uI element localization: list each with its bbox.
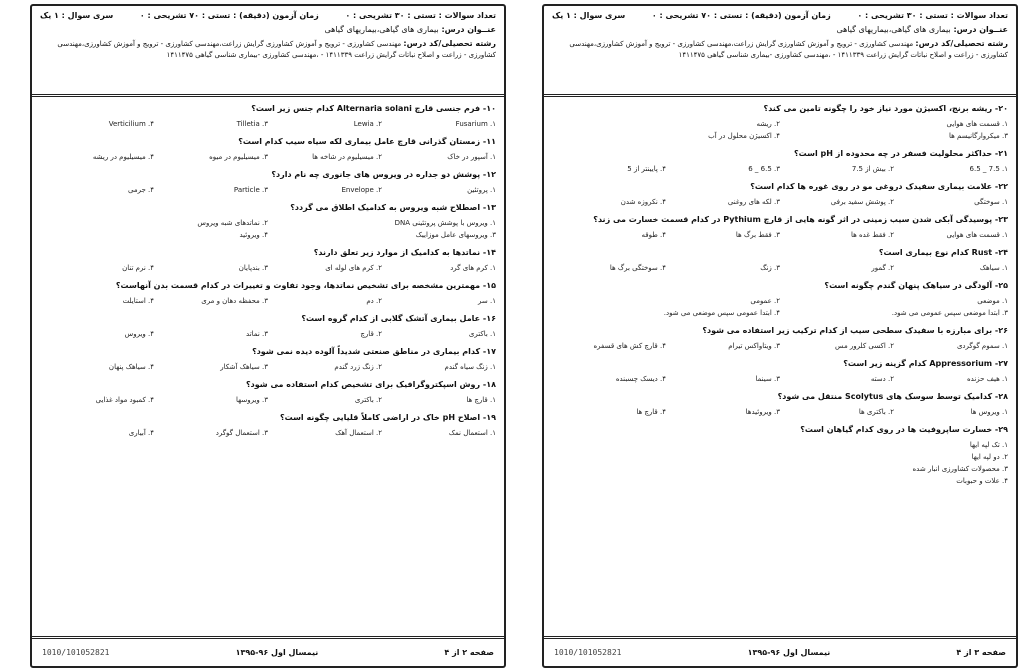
answer-options — [552, 373, 1008, 385]
answer-options — [552, 196, 1008, 208]
answer-option: ۴. دیسک چسبنده — [615, 375, 666, 383]
answer-option: ۲. کرم های لوله ای — [325, 264, 382, 272]
answer-options — [552, 262, 1008, 274]
answer-option: ۴. آبیاری — [128, 429, 154, 437]
answer-options — [40, 217, 496, 241]
answer-option: ۲. دم — [366, 297, 382, 305]
exam-code: 1010/101052821 — [554, 648, 622, 657]
question-text: ۱۱- زمستان گذرانی قارچ عامل بیماری لکه سیاه سیب کدام است؟ — [238, 137, 496, 146]
question-text: ۲۲- علامت بیماری سفیدک دروغی مو در روی غوره ها کدام است؟ — [750, 182, 1008, 191]
question-text: ۲۵- آلودگی در سیاهک پنهان گندم چگونه است؟ — [824, 281, 1008, 290]
answer-option: ۴. کمبود مواد غذایی — [95, 396, 154, 404]
page-number: صفحه ۲ از ۴ — [444, 648, 494, 657]
question-text: ۲۴- Rust کدام نوع بیماری است؟ — [878, 248, 1008, 257]
answer-option: ۱. سیاهک — [979, 264, 1008, 272]
answer-option: ۱. ویروس ها — [970, 408, 1008, 416]
question-count: تعداد سوالات : تستی : ۳۰ تشریحی : ۰ — [857, 11, 1008, 20]
answer-option: ۱. کرم های گرد — [450, 264, 496, 272]
header-divider — [544, 94, 1016, 97]
answer-option: ۳. سینما — [755, 375, 780, 383]
answer-option: ۴. میسیلیوم در ریشه — [92, 153, 154, 161]
answer-option: ۱. استعمال نمک — [448, 429, 496, 437]
question-text: ۲۶- برای مبارزه با سفیدک سطحی سیب از کدام ترکیب زیر استفاده می شود؟ — [702, 326, 1008, 335]
answer-option: ۲. باکتری — [354, 396, 382, 404]
field-info — [552, 38, 1008, 61]
page-header — [32, 6, 504, 94]
question-item — [552, 213, 1008, 241]
course-label: عنــوان درس: — [441, 25, 496, 34]
answer-option: ۲. اکسی کلرور مس — [835, 342, 894, 350]
field-info — [40, 38, 496, 61]
answer-options — [552, 229, 1008, 241]
answer-option: ۳. ویروئیدها — [745, 408, 780, 416]
answer-option: ۱. باکتری — [468, 330, 496, 338]
answer-option: ۲. استعمال آهک — [335, 429, 382, 437]
course-label: عنــوان درس: — [953, 25, 1008, 34]
answer-option: ۴. ابتدا عمومی سپس موضعی می شود. — [663, 309, 780, 317]
answer-options — [40, 262, 496, 274]
answer-option: ۲. گمور — [871, 264, 894, 272]
field-value-continued: کشاورزی - زراعت و اصلاح نباتات گرایش زراعت ۱۴۱۱۳۳۹ - ،مهندسی کشاورزی -بیماری شناسی گیاهی ۱۴۱۱۴۷۵ — [166, 51, 496, 59]
answer-option: ۳. سیاهک آشکار — [220, 363, 268, 371]
answer-option: ۴. ویروس — [124, 330, 154, 338]
field-value: مهندسی کشاورزی - ترویج و آموزش کشاورزی گرایش زراعت،مهندسی کشاورزی - ترویج و آموزش کشاورزی،مهندسی — [569, 40, 914, 48]
course-value: بیماری های گیاهی،بیماریهای گیاهی — [836, 25, 951, 34]
answer-option: ۱. قسمت های هوایی — [946, 231, 1008, 239]
answer-options — [552, 118, 1008, 142]
question-item — [40, 378, 496, 406]
answer-options — [40, 427, 496, 439]
question-item — [40, 279, 496, 307]
answer-option: ۳. محفظه دهان و مری — [201, 297, 268, 305]
course-title — [552, 24, 1008, 36]
field-label: رشته تحصیلی/کد درس: — [403, 39, 496, 48]
page-footer — [32, 636, 504, 666]
answer-options — [40, 118, 496, 130]
answer-option: ۲. Envelope — [341, 186, 382, 194]
answer-option: ۳. ویتاواکس تیرام — [728, 342, 780, 350]
question-item — [552, 102, 1008, 142]
answer-option: ۳. فقط برگ ها — [735, 231, 780, 239]
answer-option: ۳. زنگ — [760, 264, 780, 272]
answer-option: ۲. بیش از 7.5 — [851, 165, 894, 173]
answer-option: ۲. فقط غده ها — [850, 231, 894, 239]
answer-option: ۴. طوقه — [641, 231, 666, 239]
question-item — [552, 147, 1008, 175]
exam-code: 1010/101052821 — [42, 648, 110, 657]
answer-option: ۲. پوشش سفید برفی — [830, 198, 894, 206]
questions-list — [32, 102, 504, 632]
answer-option: ۲. نماتدهای شبه ویروس — [197, 219, 268, 227]
question-item — [40, 102, 496, 130]
question-item — [552, 357, 1008, 385]
answer-options — [40, 295, 496, 307]
question-item — [552, 390, 1008, 418]
answer-option: ۱. موضعی — [977, 297, 1008, 305]
answer-options — [552, 406, 1008, 418]
question-text: ۱۳- اصطلاح شبه ویروس به کدامیک اطلاق می گردد؟ — [290, 203, 496, 212]
question-item — [40, 168, 496, 196]
answer-option: ۴. پایینتر از 5 — [627, 165, 666, 173]
answer-option: ۱. هیف حزنده — [967, 375, 1008, 383]
question-text: ۲۳- پوسیدگی آبکی شدن سیب زمینی در اثر گونه هایی از قارچ Pythium در کدام قسمت خسارت می زند؟ — [593, 215, 1008, 224]
answer-option: ۲. دسته — [870, 375, 894, 383]
question-text: ۲۰- ریشه برنج، اکسیژن مورد نیاز خود را چگونه تامین می کند؟ — [763, 104, 1008, 113]
answer-option: ۴. جرمی — [128, 186, 154, 194]
question-text: ۱۰- فرم جنسی قارچ Alternaria solani کدام جنس زیر است؟ — [251, 104, 496, 113]
answer-option: ۲. باکتری ها — [858, 408, 894, 416]
question-series: سری سوال : ۱ یک — [40, 11, 114, 20]
answer-option: ۲. میسیلیوم در شاخه ها — [312, 153, 382, 161]
answer-option: ۴. علات و حبوبات — [956, 477, 1008, 485]
question-text: ۱۶- عامل بیماری آتشک گلابی از کدام گروه است؟ — [301, 314, 496, 323]
answer-option: ۱. آسپور در خاک — [447, 153, 496, 161]
page-footer — [544, 636, 1016, 666]
course-value: بیماری های گیاهی،بیماریهای گیاهی — [324, 25, 439, 34]
question-item — [552, 324, 1008, 352]
answer-options — [40, 151, 496, 163]
answer-option: ۱. سر — [478, 297, 496, 305]
question-item — [40, 201, 496, 241]
question-text: ۲۹- خسارت ساپروفیت ها در روی کدام گیاهان است؟ — [800, 425, 1008, 434]
answer-option: ۱. سوختگی — [974, 198, 1008, 206]
answer-options — [40, 361, 496, 373]
question-item — [552, 180, 1008, 208]
answer-option: ۴. ویروئید — [239, 231, 268, 239]
question-item — [552, 423, 1008, 487]
field-value-continued: کشاورزی - زراعت و اصلاح نباتات گرایش زراعت ۱۴۱۱۳۳۹ - ،مهندسی کشاورزی -بیماری شناسی گیاهی ۱۴۱۱۴۷۵ — [678, 51, 1008, 59]
answer-option: ۲. دو لپه ایها — [971, 453, 1008, 461]
answer-option: ۴. قارچ کش های قسفره — [593, 342, 666, 350]
page-frame — [30, 4, 506, 668]
answer-option: ۱. 7.5 _ 6.5 — [969, 165, 1008, 173]
question-item — [552, 279, 1008, 319]
answer-option: ۱. سموم گوگردی — [956, 342, 1008, 350]
term-label: نیمسال اول ۹۶-۱۳۹۵ — [747, 648, 831, 657]
answer-option: ۱. قسمت های هوایی — [946, 120, 1008, 128]
answer-option: ۴. نرم تنان — [122, 264, 154, 272]
answer-option: ۳. ابتدا موضعی سپس عمومی می شود. — [891, 309, 1008, 317]
answer-option: ۴. استایلت — [122, 297, 154, 305]
page-number: صفحه ۳ از ۴ — [956, 648, 1006, 657]
answer-option: ۱. Fusarium — [455, 120, 496, 128]
answer-options — [552, 163, 1008, 175]
question-text: ۲۷- Appressorium کدام گزینه زیر است؟ — [843, 359, 1008, 368]
answer-option: ۴. سیاهک پنهان — [108, 363, 154, 371]
answer-options — [40, 184, 496, 196]
answer-option: ۲. زنگ زرد گندم — [334, 363, 382, 371]
answer-option: ۳. بندپایان — [238, 264, 268, 272]
answer-options — [552, 439, 1008, 487]
answer-option: ۴. Verticilium — [108, 120, 154, 128]
answer-option: ۴. قارچ ها — [636, 408, 666, 416]
answer-option: ۱. زنگ سیاه گندم — [444, 363, 496, 371]
question-item — [40, 246, 496, 274]
answer-options — [40, 394, 496, 406]
header-divider — [32, 94, 504, 97]
term-label: نیمسال اول ۹۶-۱۳۹۵ — [235, 648, 319, 657]
answer-option: ۲. ریشه — [756, 120, 780, 128]
answer-option: ۲. عمومی — [750, 297, 780, 305]
question-text: ۱۴- نماتدها به کدامیک از موارد زیر تعلق دارند؟ — [313, 248, 496, 257]
answer-option: ۲. قارچ — [360, 330, 382, 338]
answer-option: ۳. لکه های روغنی — [727, 198, 780, 206]
answer-option: ۴. سوختگی برگ ها — [609, 264, 666, 272]
exam-time: زمان آزمون (دقیقه) : تستی : ۷۰ تشریحی : ۰ — [139, 11, 319, 20]
field-label: رشته تحصیلی/کد درس: — [915, 39, 1008, 48]
question-text: ۱۸- روش اسپکتروگرافیک برای تشخیص کدام استفاده می شود؟ — [246, 380, 496, 389]
answer-option: ۳. میکروارگانیسم ها — [949, 132, 1008, 140]
question-item — [40, 411, 496, 439]
answer-option: ۲. Lewia — [353, 120, 382, 128]
answer-option: ۳. استعمال گوگرد — [215, 429, 268, 437]
field-value: مهندسی کشاورزی - ترویج و آموزش کشاورزی گرایش زراعت،مهندسی کشاورزی - ترویج و آموزش کشاورزی،مهندسی — [57, 40, 402, 48]
question-text: ۱۷- کدام بیماری در مناطق صنعتی شدیداً آلوده دیده نمی شود؟ — [252, 347, 496, 356]
answer-option: ۳. ویروسها — [235, 396, 268, 404]
answer-option: ۳. Particle — [233, 186, 268, 194]
question-item — [552, 246, 1008, 274]
exam-page-3 — [512, 0, 1024, 672]
answer-option: ۳. نماتد — [246, 330, 268, 338]
question-item — [40, 135, 496, 163]
question-text: ۱۵- مهمترین مشخصه برای تشخیص نماتدها، وجود تفاوت و تغییرات در کدام قسمت بدن آنهاست؟ — [115, 281, 496, 290]
question-count: تعداد سوالات : تستی : ۳۰ تشریحی : ۰ — [345, 11, 496, 20]
page-frame — [542, 4, 1018, 668]
answer-option: ۱. تک لپه ایها — [969, 441, 1008, 449]
question-item — [40, 345, 496, 373]
answer-options — [552, 340, 1008, 352]
question-series: سری سوال : ۱ یک — [552, 11, 626, 20]
answer-option: ۳. ویروسهای عامل موزاییک — [415, 231, 496, 239]
question-text: ۲۱- حداکثر محلولیت فسفر در چه محدوده از pH است؟ — [794, 149, 1008, 158]
answer-option: ۳. محصولات کشاورزی انبار شده — [912, 465, 1008, 473]
question-text: ۱۲- پوشش دو جداره در ویروس های جانوری چه نام دارد؟ — [271, 170, 496, 179]
exam-time: زمان آزمون (دقیقه) : تستی : ۷۰ تشریحی : ۰ — [651, 11, 831, 20]
course-title — [40, 24, 496, 36]
answer-option: ۳. میسیلیوم در میوه — [209, 153, 268, 161]
questions-list — [544, 102, 1016, 632]
answer-option: ۴. اکسیژن محلول در آب — [708, 132, 780, 140]
question-text: ۲۸- کدامیک توسط سوسک های Scolytus منتقل می شود؟ — [777, 392, 1008, 401]
answer-options — [40, 328, 496, 340]
answer-options — [552, 295, 1008, 319]
answer-option: ۱. قارچ ها — [466, 396, 496, 404]
answer-option: ۳. Tilletia — [236, 120, 268, 128]
question-text: ۱۹- اصلاح pH خاک در اراضی کاملاً قلیایی چگونه است؟ — [279, 413, 496, 422]
question-item — [40, 312, 496, 340]
answer-option: ۳. 6.5 _ 6 — [748, 165, 780, 173]
page-header — [544, 6, 1016, 94]
answer-option: ۱. پروتئین — [467, 186, 496, 194]
answer-option: ۱. ویروس با پوشش پروتئینی DNA — [394, 219, 496, 227]
answer-option: ۴. نکروزه شدن — [620, 198, 666, 206]
